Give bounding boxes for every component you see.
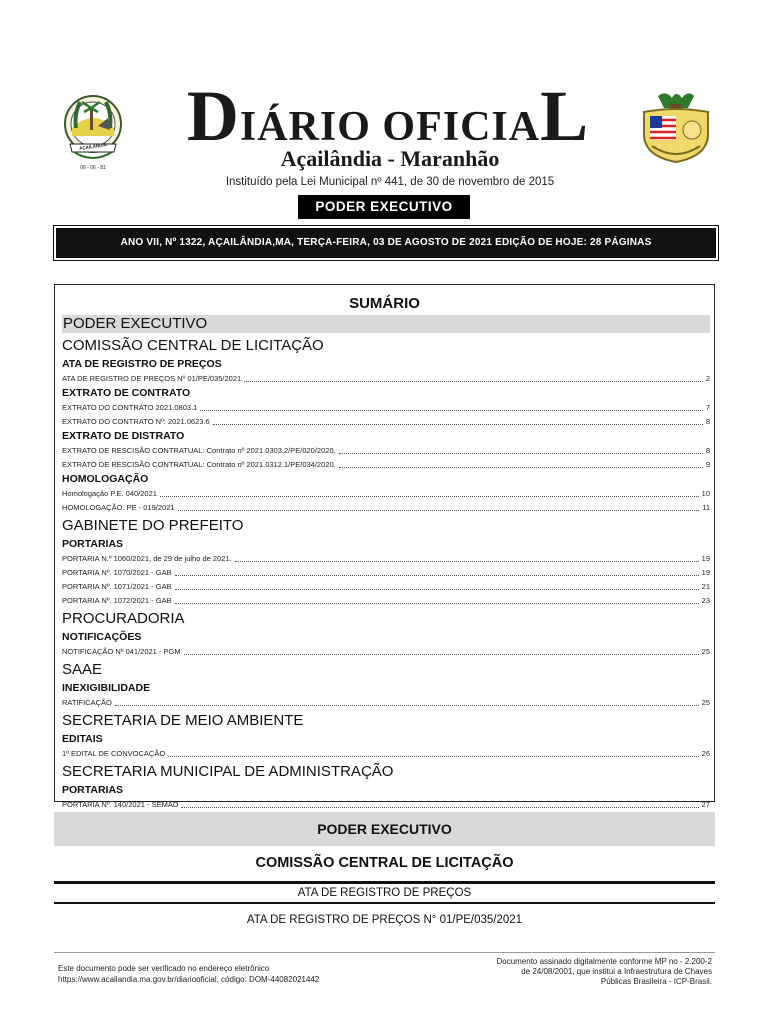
leader-dots	[175, 575, 699, 576]
summary-group-title: PORTARIAS	[62, 538, 124, 550]
masthead	[158, 76, 618, 156]
leader-dots	[175, 589, 699, 590]
summary-entry-page: 11	[702, 503, 710, 512]
summary-entry-page: 23	[701, 596, 710, 605]
summary-power-header: PODER EXECUTIVO	[62, 315, 710, 333]
signature-line-3: Públicas Brasileira - ICP-Brasil.	[600, 977, 712, 986]
summary-section-title: GABINETE DO PREFEITO	[62, 517, 244, 534]
edition-info-bar: ANO VII, Nº 1322, AÇAILÂNDIA,MA, TERÇA-FEIRA, 03 DE AGOSTO DE 2021 EDIÇÃO DE HOJE: 28 PÁGINAS	[56, 228, 716, 258]
summary-entry-page: 9	[705, 460, 710, 469]
summary-entry[interactable]	[62, 582, 710, 592]
summary-group-title: EXTRATO DE DISTRATO	[62, 430, 185, 442]
summary-group-title: EXTRATO DE CONTRATO	[62, 387, 191, 399]
summary-entry-text: RATIFICAÇÃO	[62, 698, 112, 707]
leader-dots	[115, 705, 699, 706]
footer-divider	[54, 952, 715, 953]
summary-section-title: SECRETARIA MUNICIPAL DE ADMINISTRAÇÃO	[62, 763, 394, 780]
state-coat-of-arms-icon	[636, 90, 716, 164]
summary-section-title: SECRETARIA DE MEIO AMBIENTE	[62, 712, 304, 729]
summary-entry-text: EXTRATO DO CONTRATO 2021.0803.1	[62, 403, 198, 412]
leader-dots	[160, 496, 699, 497]
summary-entry-text: EXTRATO DO CONTRATO Nº: 2021.0623.6	[62, 417, 210, 426]
summary-entry-text: NOTIFICAÇÃO Nº 041/2021 - PGM	[62, 647, 181, 656]
divider-thin	[54, 902, 715, 904]
city-subtitle: Açailândia - Maranhão	[280, 146, 500, 171]
summary-section	[62, 610, 710, 657]
document-title: ATA DE REGISTRO DE PREÇOS N° 01/PE/035/2021	[246, 914, 523, 926]
summary-entry-page: 2	[705, 374, 710, 383]
summary-entry-text: PORTARIA N.º 1060/2021, de 29 de julho de 2021.	[62, 554, 232, 563]
summary-section-title: SAAE	[62, 661, 103, 678]
summary-entry-page: 8	[705, 417, 710, 426]
commission-title: COMISSÃO CENTRAL DE LICITAÇÃO	[255, 855, 514, 871]
summary-group-title: INEXIGIBILIDADE	[62, 682, 151, 694]
leader-dots	[339, 467, 703, 468]
summary-entry-text: 1º EDITAL DE CONVOCAÇÃO	[62, 749, 166, 758]
summary-entry[interactable]	[62, 446, 710, 456]
summary-entry-page: 19	[701, 554, 710, 563]
summary-entry-page: 27	[701, 800, 710, 809]
founding-law-text: Instituído pela Lei Municipal nº 441, de 30 de novembro de 2015	[225, 176, 555, 188]
summary-entry-text: ATA DE REGISTRO DE PREÇOS Nº 01/PE/035/2021	[62, 374, 242, 383]
summary-entry-text: PORTARIA Nº. 1070/2021 - GAB	[62, 568, 172, 577]
emblem-date: 06 - 06 - 81	[80, 165, 106, 171]
summary-entry[interactable]	[62, 647, 710, 657]
summary-entry[interactable]	[62, 503, 710, 513]
leader-dots	[213, 424, 703, 425]
summary-entry[interactable]	[62, 568, 710, 578]
summary-group-title: EDITAIS	[62, 733, 103, 745]
summary-section	[62, 337, 710, 513]
title-first-letter: D	[186, 76, 240, 156]
leader-dots	[178, 510, 700, 511]
summary-entry[interactable]	[62, 749, 710, 759]
summary-entry[interactable]	[62, 596, 710, 606]
summary-entry-page: 21	[701, 582, 710, 591]
emblem-banner-text: AÇAILÂNDIA	[78, 142, 108, 151]
summary-group-title: NOTIFICAÇÕES	[62, 631, 142, 643]
summary-section-title: COMISSÃO CENTRAL DE LICITAÇÃO	[62, 337, 324, 354]
leader-dots	[200, 410, 703, 411]
leader-dots	[181, 807, 698, 808]
summary-entry[interactable]	[62, 417, 710, 427]
summary-title: SUMÁRIO	[349, 295, 420, 312]
summary-entry[interactable]	[62, 403, 710, 413]
summary-group-title: HOMOLOGAÇÃO	[62, 473, 149, 485]
summary-box	[54, 284, 715, 809]
summary-entry-page: 25	[701, 647, 710, 656]
summary-entry-page: 7	[705, 403, 710, 412]
signature-line-2: de 24/08/2001, que institui a Infraestrutura de Chaves	[521, 967, 712, 976]
leader-dots	[244, 381, 703, 382]
title-middle: IÁRIO OFICIA	[239, 104, 541, 150]
summary-entry-text: HOMOLOGAÇÃO. PE - 019/2021	[62, 503, 175, 512]
signature-line-1: Documento assinado digitalmente conforme MP no - 2.200-2	[496, 957, 712, 966]
municipal-coat-of-arms-icon	[60, 88, 126, 174]
summary-entry[interactable]	[62, 698, 710, 708]
summary-entry[interactable]	[62, 489, 710, 499]
summary-entry-page: 10	[701, 489, 710, 498]
summary-group-title: ATA DE REGISTRO DE PREÇOS	[62, 358, 222, 370]
leader-dots	[184, 654, 699, 655]
summary-section	[62, 517, 710, 606]
summary-entry[interactable]	[62, 460, 710, 470]
section-label: PODER EXECUTIVO	[298, 195, 470, 219]
subsection-title: ATA DE REGISTRO DE PREÇOS	[297, 887, 472, 899]
leader-dots	[235, 561, 699, 562]
summary-section	[62, 712, 710, 759]
title-last-letter: L	[540, 76, 590, 156]
verification-line-1: Este documento pode ser verificado no endereço eletrônico	[58, 964, 270, 973]
section-band: PODER EXECUTIVO	[54, 812, 715, 846]
summary-entry-page: 26	[701, 749, 710, 758]
summary-section-title: PROCURADORIA	[62, 610, 185, 627]
summary-entry-page: 19	[701, 568, 710, 577]
verification-note	[58, 963, 418, 985]
summary-group-title: PORTARIAS	[62, 784, 124, 796]
divider-thick	[54, 881, 715, 884]
leader-dots	[175, 603, 699, 604]
summary-entry-page: 8	[705, 446, 710, 455]
signature-note	[420, 957, 712, 987]
summary-entry-page: 25	[701, 698, 710, 707]
summary-entry[interactable]	[62, 554, 710, 564]
summary-entry-text: PORTARIA Nº. 1071/2021 - GAB	[62, 582, 172, 591]
summary-section	[62, 661, 710, 708]
leader-dots	[339, 453, 703, 454]
summary-entry-text: Homologação P.E. 040/2021	[62, 489, 157, 498]
summary-entry-text: PORTARIA Nº. 1072/2021 - GAB	[62, 596, 172, 605]
verification-line-2: https://www.acailandia.ma.gov.br/diariooficial, código: DOM-44082021442	[58, 975, 320, 984]
summary-entry-text: EXTRATO DE RESCISÃO CONTRATUAL: Contrato nº 2021.0312.1/PE/034/2020.	[62, 460, 336, 469]
summary-content	[62, 315, 710, 810]
summary-entry[interactable]	[62, 374, 710, 384]
summary-entry-text: PORTARIA Nº. 140/2021 - SEMAD	[62, 800, 179, 809]
summary-entry[interactable]	[62, 800, 710, 810]
leader-dots	[168, 756, 698, 757]
summary-entry-text: EXTRATO DE RESCISÃO CONTRATUAL: Contrato nº 2021.0303.2/PE/020/2020.	[62, 446, 336, 455]
summary-section	[62, 763, 710, 810]
